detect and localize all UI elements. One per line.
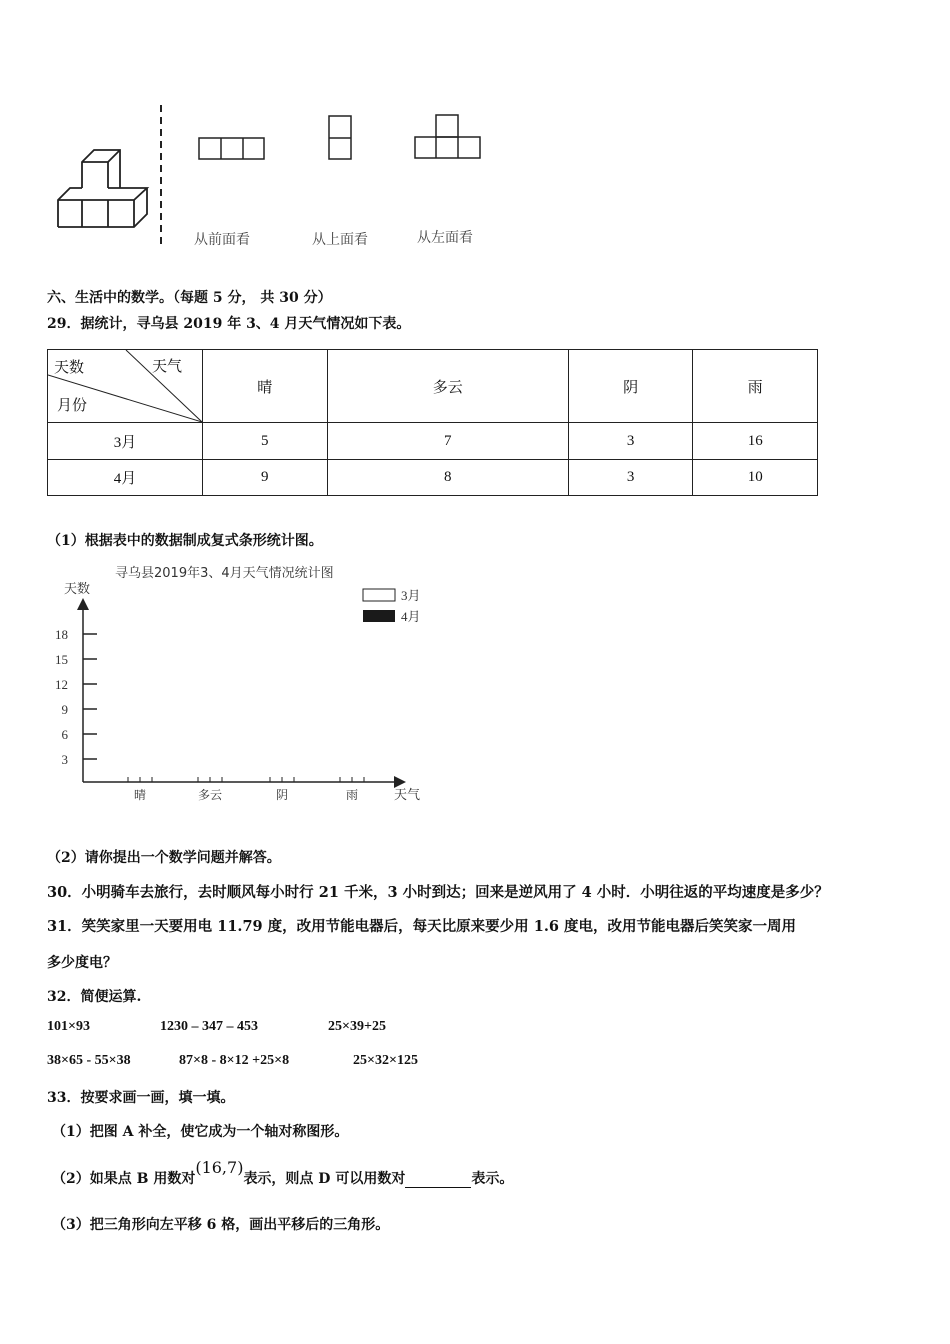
cube-solid-drawing xyxy=(58,150,147,227)
chart-title: 寻乌县2019年3、4月天气情况统计图 xyxy=(115,566,334,581)
corner-header-cell xyxy=(48,350,203,423)
x-axis-label: 天气 xyxy=(394,788,421,803)
corner-days: 天数 xyxy=(54,360,85,376)
question-29: 29．据统计，寻乌县 2019 年 3、4 月天气情况如下表。 xyxy=(47,316,411,332)
y-tick-label: 12 xyxy=(55,677,68,692)
value-cell: 10 xyxy=(693,460,818,496)
x-category-label: 晴 xyxy=(133,788,147,802)
header-cell: 阴 xyxy=(568,350,693,423)
question-33-title: 33．按要求画一画，填一填。 xyxy=(47,1090,235,1106)
expression: 38×65 - 55×38 xyxy=(47,1053,131,1068)
value-cell: 7 xyxy=(327,423,568,460)
part-2-text-c: 表示。 xyxy=(471,1171,514,1187)
legend-swatch-april xyxy=(363,610,395,622)
x-category-label: 阴 xyxy=(275,788,289,802)
corner-weather: 天气 xyxy=(152,359,183,375)
legend-label-march: 3月 xyxy=(401,588,421,603)
weather-table xyxy=(47,349,818,496)
part-2-text-a: （2）如果点 B 用数对 xyxy=(52,1171,196,1187)
value-cell: 8 xyxy=(327,460,568,496)
expression: 25×32×125 xyxy=(353,1053,418,1068)
value-cell: 9 xyxy=(203,460,328,496)
header-cell: 多云 xyxy=(327,350,568,423)
legend-label-april: 4月 xyxy=(401,609,421,624)
table-row xyxy=(48,423,818,460)
weather-bar-chart xyxy=(40,555,440,810)
question-29-part-1: （1）根据表中的数据制成复式条形统计图。 xyxy=(47,533,323,549)
y-tick-label: 9 xyxy=(61,702,68,717)
value-cell: 3 xyxy=(568,423,693,460)
answer-blank[interactable] xyxy=(405,1173,471,1188)
front-view-label: 从前面看 xyxy=(194,232,250,248)
header-cell: 晴 xyxy=(203,350,328,423)
y-tick-label: 18 xyxy=(55,627,68,642)
section-heading: 六、生活中的数学。（每题 5 分， 共 30 分） xyxy=(47,290,332,306)
x-category-label: 多云 xyxy=(197,788,223,802)
part-2-text-b: 表示，则点 D 可以用数对 xyxy=(243,1171,406,1187)
x-category-label: 雨 xyxy=(345,788,359,802)
header-cell: 雨 xyxy=(693,350,818,423)
value-cell: 16 xyxy=(693,423,818,460)
question-33-part-3: （3）把三角形向左平移 6 格，画出平移后的三角形。 xyxy=(52,1217,390,1233)
corner-month: 月份 xyxy=(57,398,88,414)
y-tick-label: 6 xyxy=(61,727,68,742)
question-33-part-1: （1）把图 A 补全，使它成为一个轴对称图形。 xyxy=(52,1124,349,1140)
top-view-label: 从上面看 xyxy=(312,232,368,248)
expression: 87×8 - 8×12 +25×8 xyxy=(179,1053,290,1068)
question-31-line-2: 多少度电？ xyxy=(47,955,117,971)
left-view-label: 从左面看 xyxy=(417,230,473,246)
left-view xyxy=(415,115,480,158)
expression: 25×39+25 xyxy=(328,1019,386,1034)
legend-swatch-march xyxy=(363,589,395,601)
month-cell: 4月 xyxy=(48,460,203,496)
y-tick-label: 3 xyxy=(61,752,68,767)
month-cell: 3月 xyxy=(48,423,203,460)
value-cell: 3 xyxy=(568,460,693,496)
value-cell: 5 xyxy=(203,423,328,460)
coordinate-pair: (16,7) xyxy=(195,1158,244,1177)
question-31-line-1: 31．笑笑家里一天要用电 11.79 度，改用节能电器后，每天比原来要少用 1.6 度电，改用节能电器后笑笑家一周用 xyxy=(47,918,796,935)
y-axis-label: 天数 xyxy=(64,582,91,597)
question-33-part-2 xyxy=(52,1158,514,1188)
question-30: 30．小明骑车去旅行，去时顺风每小时行 21 千米，3 小时到达；回来是逆风用了 4 小时．小明往返的平均速度是多少？ xyxy=(47,884,829,901)
table-row xyxy=(48,460,818,496)
expression: 1230 – 347 – 453 xyxy=(160,1019,258,1034)
y-tick-label: 15 xyxy=(55,652,68,667)
top-view xyxy=(329,116,351,159)
question-29-part-2: （2）请你提出一个数学问题并解答。 xyxy=(47,850,281,866)
front-view xyxy=(199,138,264,159)
expression: 101×93 xyxy=(47,1019,90,1034)
question-32-title: 32．简便运算. xyxy=(47,989,142,1005)
